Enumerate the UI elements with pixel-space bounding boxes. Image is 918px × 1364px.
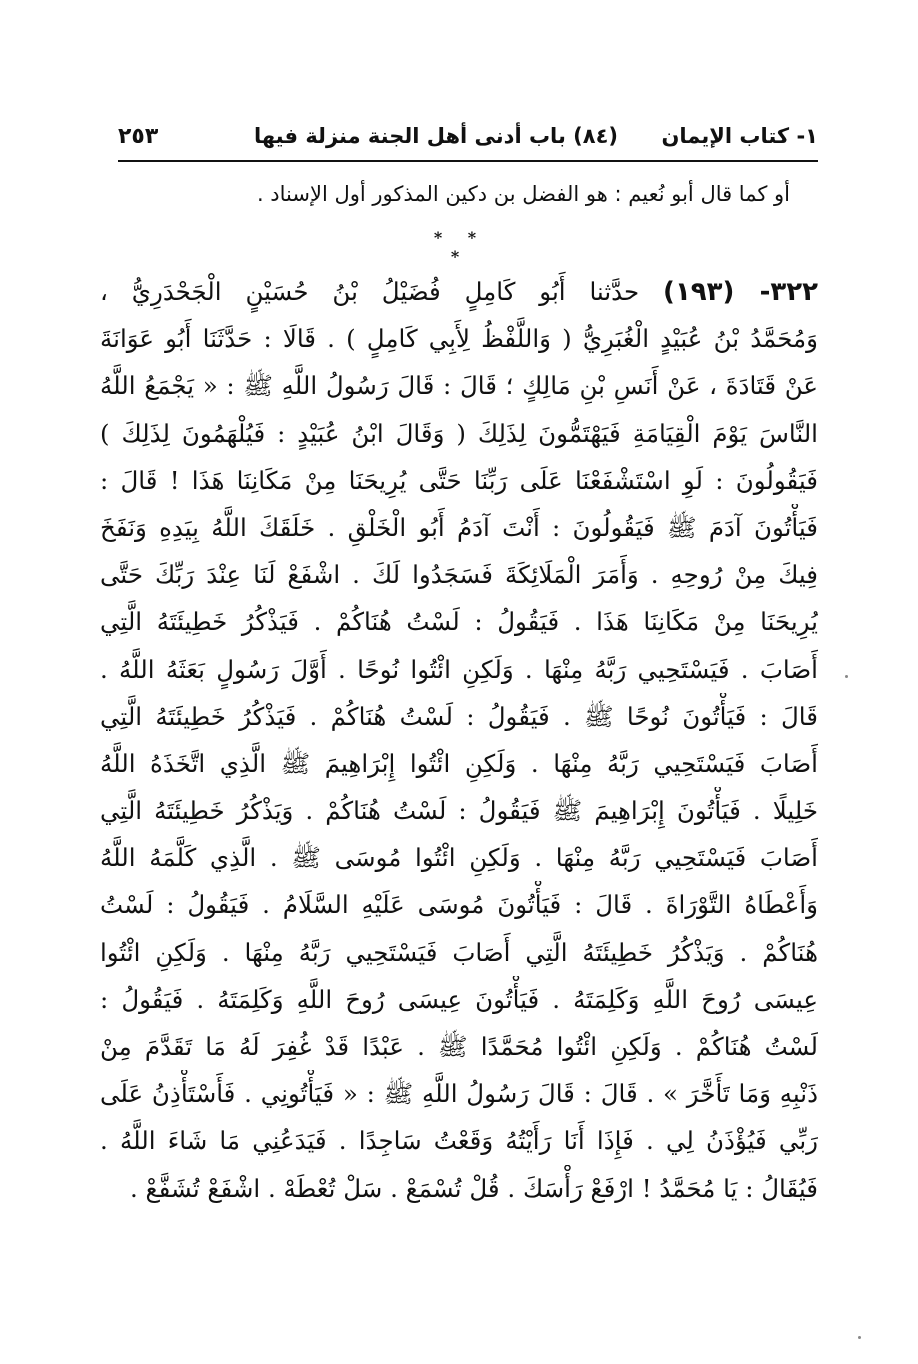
hadith-text: [100, 268, 818, 1212]
book-title: ١- كتاب الإيمان: [661, 124, 818, 148]
text-line: قَالَ : فَيَأْتُونَ نُوحًا ﷺ . فَيَقُولُ : لَسْتُ هُنَاكُمْ . فَيَذْكُرُ خَطِيئَتَهُ الَّتِي: [100, 701, 818, 731]
text-line: أَصَابَ فَيَسْتَحِيي رَبَّهُ مِنْهَا . وَلَكِنِ ائْتُوا إِبْرَاهِيمَ ﷺ الَّذِي اتَّخَذَهُ اللَّهُ: [100, 748, 818, 778]
scan-speck: [858, 1336, 861, 1339]
chapter-title: (٨٤) باب أدنى أهل الجنة منزلة فيها: [253, 124, 618, 148]
text-line: فَيَأْتُونَ آدَمَ ﷺ فَيَقُولُونَ : أَنْتَ آدَمُ أَبُو الْخَلْقِ . خَلَقَكَ اللَّهُ بِيَدِهِ وَنَفَخَ: [100, 512, 818, 542]
text-line: فَيَقُولُونَ : لَوِ اسْتَشْفَعْنَا عَلَى رَبِّنَا حَتَّى يُرِيحَنَا مِنْ مَكَانِنَا هَذَا ! قَالَ :: [100, 465, 818, 495]
text-line: خَلِيلًا . فَيَأْتُونَ إِبْرَاهِيمَ ﷺ فَيَقُولُ : لَسْتُ هُنَاكُمْ . وَيَذْكُرُ خَطِيئَتَهُ الَّتِي: [100, 796, 818, 826]
text-line: عَنْ قَتَادَةَ ، عَنْ أَنَسِ بْنِ مَالِكٍ ؛ قَالَ : قَالَ رَسُولُ اللَّهِ ﷺ : « يَجْمَعُ اللَّهُ: [100, 371, 818, 401]
text-line: النَّاسَ يَوْمَ الْقِيَامَةِ فَيَهْتَمُّونَ لِذَلِكَ ( وَقَالَ ابْنُ عُبَيْدٍ : فَيُلْهَمُونَ لِذَلِكَ ): [100, 418, 818, 448]
text-line: فِيكَ مِنْ رُوحِهِ . وَأَمَرَ الْمَلَائِكَةَ فَسَجَدُوا لَكَ . اشْفَعْ لَنَا عِنْدَ رَبِّكَ حَتَّى: [100, 560, 818, 590]
section-separator: * * *: [433, 228, 487, 266]
text-line: وَأَعْطَاهُ التَّوْرَاةَ . قَالَ : فَيَأْتُونَ مُوسَى عَلَيْهِ السَّلَامُ . فَيَقُولُ : لَسْتُ: [100, 890, 818, 920]
header-rule: [118, 160, 818, 162]
text-line: عِيسَى رُوحَ اللَّهِ وَكَلِمَتَهُ . فَيَأْتُونَ عِيسَى رُوحَ اللَّهِ وَكَلِمَتَهُ . فَيَقُولُ :: [100, 984, 818, 1014]
text-line: هُنَاكُمْ . وَيَذْكُرُ خَطِيئَتَهُ الَّتِي أَصَابَ فَيَسْتَحِيي رَبَّهُ مِنْهَا . وَلَكِنِ ائْتُوا: [100, 937, 818, 967]
text-line: أَصَابَ فَيَسْتَحِيي رَبَّهُ مِنْهَا . وَلَكِنِ ائْتُوا مُوسَى ﷺ . الَّذِي كَلَّمَهُ اللَّهُ: [100, 843, 818, 873]
scan-speck: [845, 675, 848, 678]
text-line: ذَنْبِهِ وَمَا تَأَخَّرَ » . قَالَ : قَالَ رَسُولُ اللَّهِ ﷺ : « فَيَأْتُونِي . فَأَسْتَأْذِنُ عَلَى: [100, 1079, 818, 1109]
text-line: لَسْتُ هُنَاكُمْ . وَلَكِنِ ائْتُوا مُحَمَّدًا ﷺ . عَبْدًا قَدْ غُفِرَ لَهُ مَا تَقَدَّمَ مِنْ: [100, 1032, 818, 1061]
text-line: أَصَابَ . فَيَسْتَحِيي رَبَّهُ مِنْهَا . وَلَكِنِ ائْتُوا نُوحًا . أَوَّلَ رَسُولٍ بَعَثَهُ اللَّهُ .: [100, 654, 818, 684]
page-number: ٢٥٣: [118, 124, 159, 149]
text-line-content: حدَّثنا أَبُو كَامِلٍ فُضَيْلُ بْنُ حُسَيْنٍ الْجَحْدَرِيُّ ،: [100, 277, 664, 306]
footnote-line: أو كما قال أبو نُعيم : هو الفضل بن دكين المذكور أول الإسناد .: [256, 182, 790, 206]
running-header: [118, 118, 818, 158]
text-line: رَبِّي فَيُؤْذَنُ لِي . فَإِذَا أَنَا رَأَيْتُهُ وَقَعْتُ سَاجِدًا . فَيَدَعُنِي مَا شَاءَ اللَّهُ .: [100, 1126, 818, 1156]
hadith-number: ٣٢٢- (١٩٣): [663, 277, 818, 307]
text-line: فَيُقَالُ : يَا مُحَمَّدُ ! ارْفَعْ رَأْسَكَ . قُلْ تُسْمَعْ . سَلْ تُعْطَهْ . اشْفَعْ تُشَفَّعْ .: [129, 1173, 818, 1203]
text-line: يُرِيحَنَا مِنْ مَكَانِنَا هَذَا . فَيَقُولُ : لَسْتُ هُنَاكُمْ . فَيَذْكُرُ خَطِيئَتَهُ الَّتِي: [100, 607, 818, 637]
text-line: [100, 268, 818, 315]
text-line: وَمُحَمَّدُ بْنُ عُبَيْدٍ الْغُبَرِيُّ ( وَاللَّفْظُ لِأَبِي كَامِلٍ ) . قَالَا : حَدَّثَنَا أَبُو عَوَانَةَ: [100, 324, 818, 354]
